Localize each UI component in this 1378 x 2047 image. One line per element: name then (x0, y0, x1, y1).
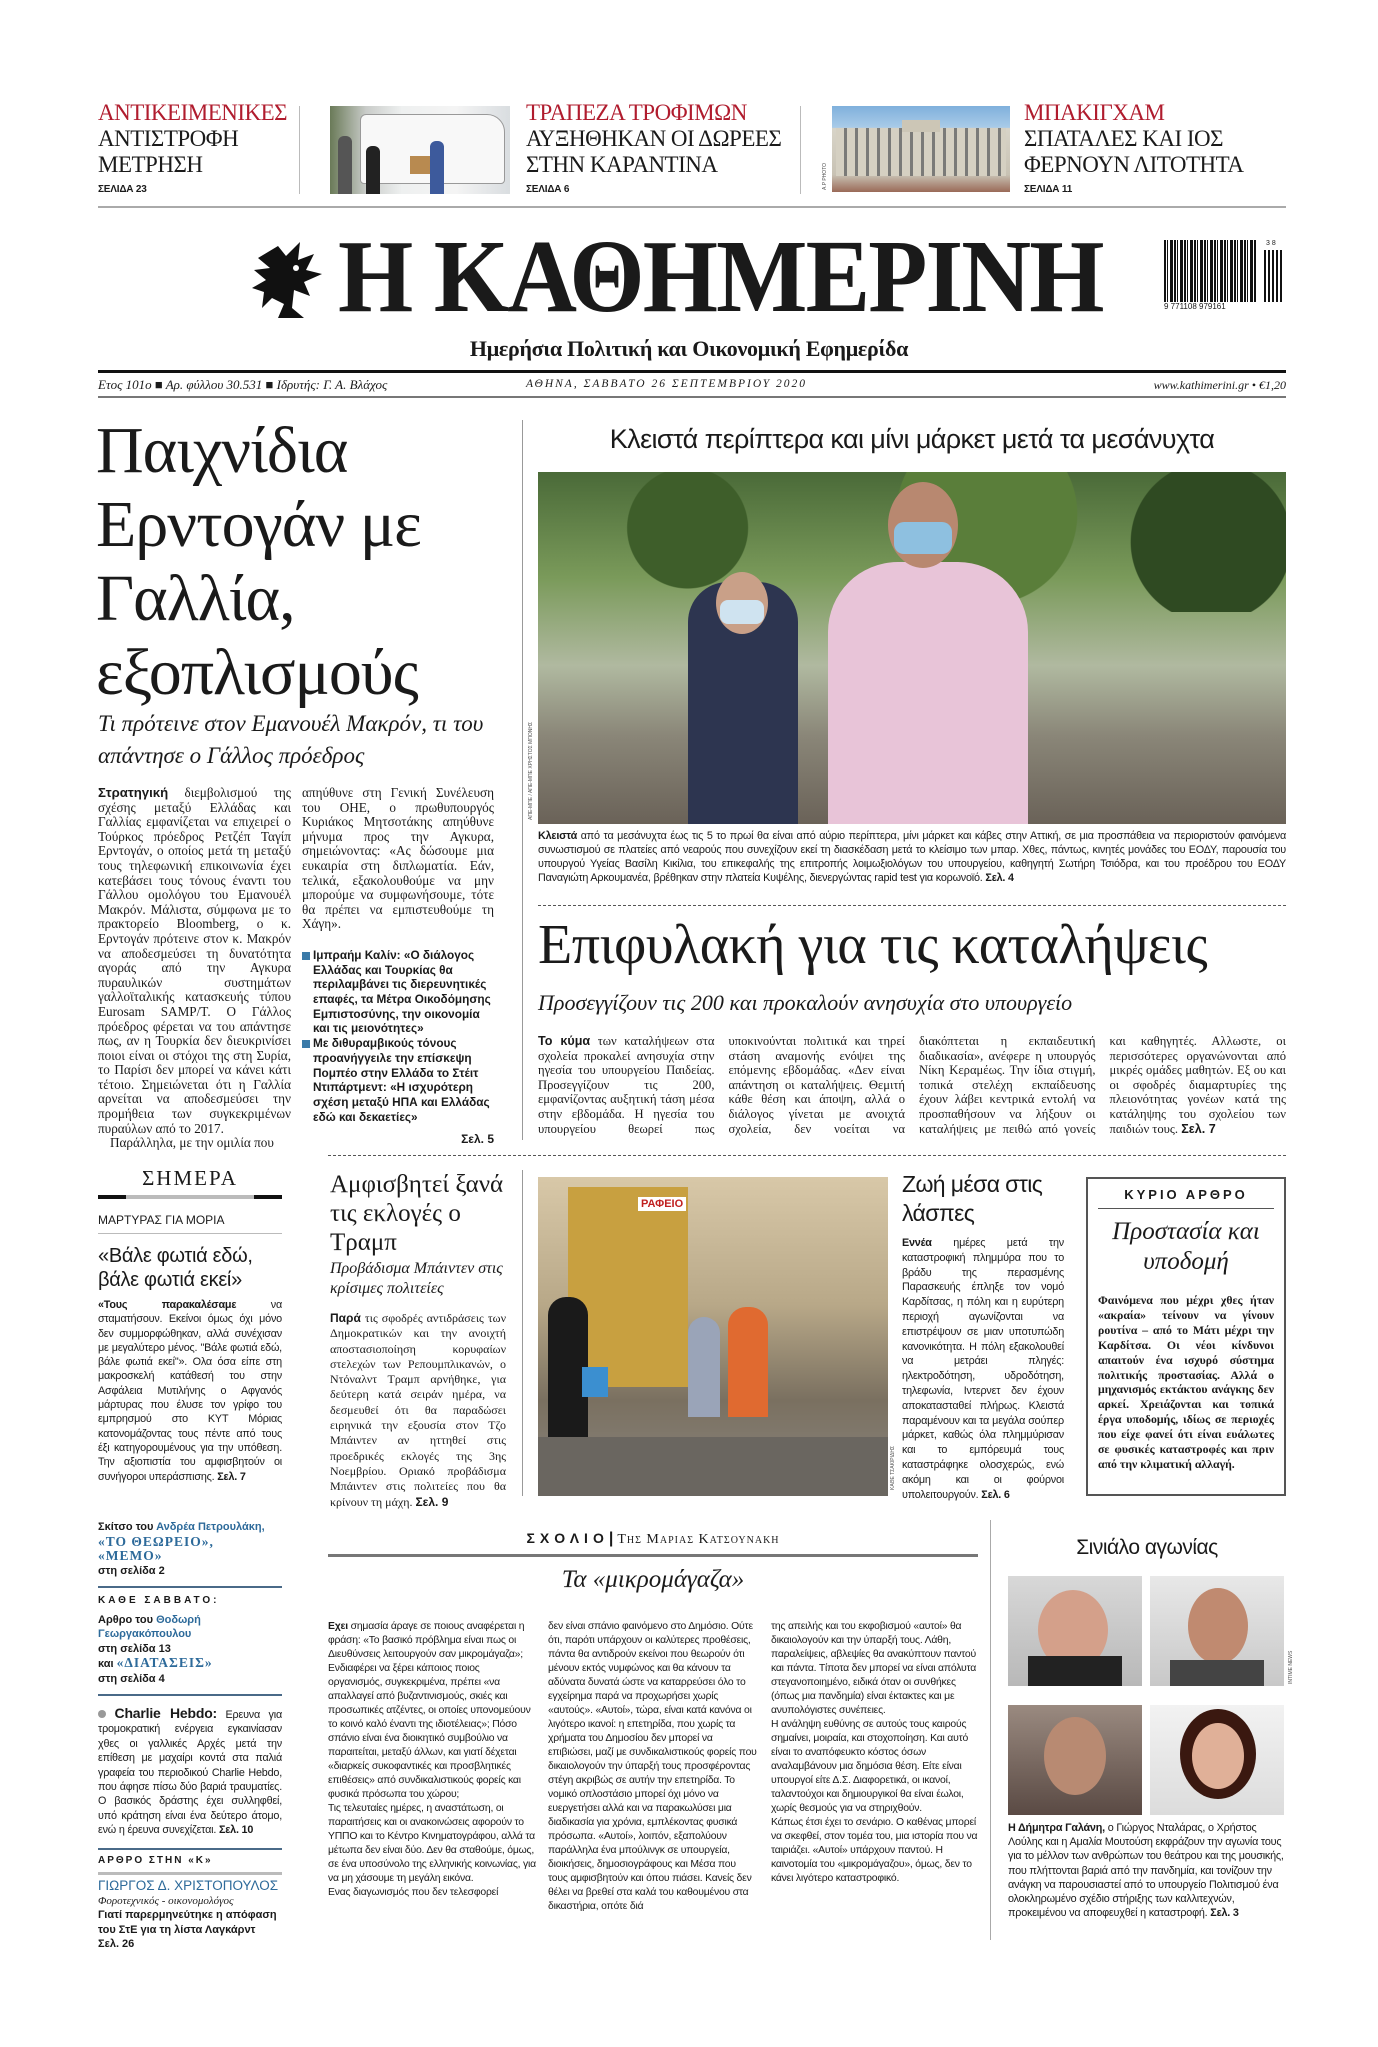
article-text: της απειλής και του εκφοβισμού «αυτοί» θα δικαιολογούν και την ύπαρξή τους. Λάθη, παραλείψεις, αβλεψίες θα ανακύπτουν παντού και πάντα. Τίποτα δεν μπορεί να είναι απόλυτα στεγανοποιημένο, ειδικά όταν οι συνθήκες (όπως μια πανδημία) είναι έκτακτες και με ανυπολόγιστες συνέπειες. (771, 1621, 977, 1716)
page-ref: Σελ. 4 (985, 872, 1014, 884)
photo-caption (538, 829, 1286, 885)
divider (98, 1848, 282, 1850)
box-shape (410, 156, 430, 174)
page-ref: Σελ. 10 (218, 1824, 254, 1837)
lead-text: απηύθυνε στη Γενική Συνέλευση του ΟΗΕ, ο πρωθυπουργός Κυριάκος Μητσοτάκης απηύθυνε μήνυμα προς την Αγκυρα, σημειώνοντας: «Ας δώσουμε μια ευκαιρία στη διπλωματία. Εάν, τελικά, εξακολουθούμε να μην μπορούμε να συμφωνήσουμε, τότε θα πρέπει να εμπιστευθούμε τη Χάγη». (302, 785, 494, 932)
trump-story (330, 1170, 506, 1510)
issue-info: Ετος 101ο ■ Αρ. φύλλου 30.531 ■ Ιδρυτής: Γ. Α. Βλάχος (98, 377, 388, 392)
teaser-photo-buckingham[interactable] (832, 106, 1010, 192)
flood-headline[interactable]: Ζωή μέσα στις λάσπες (902, 1171, 1043, 1226)
body-shape (1028, 1656, 1122, 1686)
promo-text: Σκίτσο του (98, 1521, 157, 1533)
promo-author: Ανδρέα Πετρουλάκη, (156, 1521, 265, 1533)
mask (720, 600, 764, 624)
editorial-label: ΚΥΡΙΟ ΑΡΘΡΟ (1098, 1187, 1274, 1209)
promo-titles[interactable]: «ΤΟ ΘΕΩΡΕΙΟ», «ΜΕΜΟ» (98, 1533, 214, 1563)
main-photo-officials[interactable] (538, 472, 1286, 824)
mask (894, 522, 952, 554)
hebdo-brief (98, 1706, 282, 1838)
lead-text: Παράλληλα, με την ομιλία που (110, 1135, 274, 1151)
lead-word: Στρατηγική (98, 785, 169, 800)
barcode-addon: 3 8 (1266, 240, 1276, 247)
occupations-headline[interactable]: Επιφυλακή για τις καταλήψεις (538, 914, 1208, 976)
bucket-shape (582, 1367, 608, 1397)
article-text: να σταματήσουν. Εκείνοι όμως όχι μόνο δεν συμμορφώθηκαν, αλλά συνέχισαν με μεγαλύτερο μένος. "Βάλε φωτιά εδώ, βάλε φωτιά εκεί"». Ολα όσα είπε στη μακροσκελή κατάθεσή του στην Ασφάλεια Μυτιλήνης ο Αφγανός μάρτυρας που έλυσε τον γρίφο του εμπρησμού στο ΚΥΤ Μόριας κατονομάζοντας τους πέντε από τους έξι κατηγορουμένους για την υπόθεση. Την αξιοπιστία του αμφισβητούν οι συνήγοροι υπεράσπισης. (98, 1299, 282, 1483)
trump-subhead: Προβάδισμα Μπάιντεν στις κρίσιμες πολιτείες (330, 1260, 503, 1297)
dashed-divider (328, 1155, 1286, 1156)
today-text (98, 1298, 282, 1484)
k-role: Φοροτεχνικός - οικονομολόγος (98, 1894, 234, 1907)
photo-credit: INTIME NEWS (1288, 1650, 1294, 1684)
divider (990, 1520, 991, 1940)
article-text: των καταλήψεων στα σχολεία προκαλεί ανησυχία στην ηγεσία του υπουργείου Παιδείας. Προσεγγίζουν τις 200, εμφανίζοντας αυξητική τάση μέσα στην εβδομάδα. Η ηγεσία του υπουργείου θεωρεί πως υποκινούνται πολιτικά και τηρεί στάση αναμονής ενόψει της επόμενης εβδομάδας. «Δεν είναι απάντηση οι καταλήψεις. Θεμιτή κάθε θέση και άποψη, αλλά ο διάλογος γίνεται με ανοιχτά σχολεία, δεν νοείται να διακόπτεται η εκπαιδευτική διαδικασία», ανέφερε η υπουργός Νίκη Κεραμέως. Την ίδια στιγμή, τοπικά στελέχη εκπαίδευσης έχουν λάβει κεντρικά εντολή να προσπαθήσουν να λήξουν οι καταλήψεις με πειθώ από γονείς και καθηγητές. Αλλωστε, οι περισσότερες οργανώνονται από μικρές ομάδες μαθητών. Εξ ου και οι σφοδρές διαμαρτυρίες της πλειονότητας γονέων κατά της κατάληψης του σχολείου των παιδιών τους. (538, 1034, 1286, 1136)
lead-word: Το κύμα (538, 1034, 591, 1048)
teaser-headline: ΜΕΤΡΗΣΗ (98, 152, 203, 177)
page-ref: Σελ. 9 (415, 1494, 449, 1509)
saturday-label: ΚΑΘΕ ΣΑΒΒΑΤΟ: (98, 1595, 220, 1606)
article-text: σημασία άραγε σε ποιους αναφέρεται η φράση: «Το βασικό πρόβλημα είναι πως οι Διευθύνσεις λειτουργούν σαν μικρομάγαζα»; Ενδιαφέρει να ξέρει κάποιος ποιος οργανισμός, συγκεκριμένα, πρέπει «να απαλλαγεί από βυζαντινισμούς, σκιές και προσωπικές ατζέντες, οι οποίες υπονομεύουν το κοινό καλό έναντι της ιδιοτέλειας»; Πόσο σπάνιο είναι ένα διοικητικό συμβούλιο να παραιτείται, μεταξύ άλλων, και γιατί δέχεται «διαρκείς συκοφαντικές και προσβλητικές επιθέσεις» από συνδικαλιστικούς φορείς και φυσικά πρόσωπα του χώρου; (328, 1621, 531, 1800)
lead-word: Εχει (328, 1621, 348, 1632)
teaser-3[interactable] (1024, 100, 1284, 195)
dateline: ΑΘΗΝΑ, ΣΑΒΒΑΤΟ 26 ΣΕΠΤΕΜΒΡΙΟΥ 2020 (526, 378, 807, 390)
divider (98, 1195, 282, 1199)
k-title[interactable]: Γιατί παρερμηνεύτηκε η απόφαση του ΣτΕ για τη λίστα Λαγκάρντ (98, 1909, 277, 1936)
comment-label: ΣΧΟΛΙΟ (526, 1530, 609, 1546)
barcode-number: 9 771108 979161 (1164, 302, 1226, 311)
article-text: ημέρες μετά την καταστροφική πλημμύρα που το βράδυ της περασμένης Παρασκευής έπληξε τον νομό Καρδίτσας, η πόλη και η ευρύτερη περιοχή αγωνίζονται να επιστρέψουν σε μιαν υποτυπώδη κανονικότητα. Η πόλη εξακολουθεί να μετράει πληγές: ηλεκτροδότηση, υδροδότηση, τηλεφωνία, Ιντερνετ δεν έχουν αποκατασταθεί πλήρως. Κλειστά παραμένουν και τα μεγάλα σούπερ μάρκετ, καθώς όλα πλημμύρισαν και το εμπόρευμά τους καταστράφηκε ολοσχερώς, ενώ ακόμη και οι φούρνοι υπολειτουργούν. (902, 1237, 1064, 1501)
flood-photo[interactable] (538, 1177, 888, 1496)
promo-page: στη σελίδα 13 (98, 1642, 171, 1655)
teaser-page: ΣΕΛΙΔΑ 6 (526, 184, 570, 195)
divider (98, 1694, 282, 1696)
debris (538, 1437, 888, 1496)
person-shape (338, 136, 352, 194)
person-right-shirt (828, 562, 1028, 824)
teaser-headline: ΦΕΡΝΟΥΝ ΛΙΤΟΤΗΤΑ (1024, 152, 1244, 177)
promo-page: στη σελίδα 2 (98, 1564, 165, 1577)
promo-text: και (98, 1658, 117, 1670)
lead-word: Εννέα (902, 1237, 932, 1249)
barcode (1164, 240, 1284, 312)
lead-text: διεμβολισμού της σχέσης μεταξύ Ελλάδας και Γαλλίας εμφανίζεται να επιχειρεί ο Τούρκος πρόεδρος Ρετζέπ Ταγίπ Ερντογάν, ο οποίος μετά τη μεταξύ τους τηλεφωνική επικοινωνία έχει κατεβάσει τους τόνους έναντι του Γάλλου ομολόγου του Εμανουέλ Μακρόν. Μάλιστα, σύμφωνα με το πρακτορείο Bloomberg, ο κ. Ερντογάν πρότεινε στον κ. Μακρόν να αποδεσμεύσει τη δυνατότητα αγοράς από την Αγκυρα πυραυλικών συστημάτων γαλλοϊταλικής κατασκευής τύπου Eurosam SAMP/T. Ο Γάλλος πρόεδρος φέρεται να του απάντησε πως, αν η Τουρκία δεν διευκρινίσει ποιοι είναι οι στόχοι της στη Συρία, το Παρίσι δεν μπορεί να κάνει κάτι τέτοιο. Σημειώνεται ότι η Γαλλία αρνείται να αποδεσμεύσει την προμήθεια των συγκεκριμένων πυραύλων από το 2017. (98, 785, 291, 1136)
portrait-moutousi[interactable] (1150, 1705, 1284, 1815)
lead-word: Η Δήμητρα Γαλάνη, (1008, 1822, 1105, 1834)
article-text: Τις τελευταίες ημέρες, η αναστάτωση, οι παραιτήσεις και οι ανακοινώσεις αφορούν το ΥΠΠΟ και το Κέντρο Κινηματογράφου, αλλά τα μέτωπα δεν είναι δύο. Δεν θα σταθούμε, όμως, σε ένα υποσύνολο της ελληνικής κοινωνίας, για να μη χάσουμε τη μεγάλη εικόνα. (328, 1803, 536, 1884)
bullet-dot-icon (98, 1710, 106, 1718)
teaser-page: ΣΕΛΙΔΑ 11 (1024, 184, 1073, 195)
photo-story-headline[interactable]: Κλειστά περίπτερα και μίνι μάρκετ μετά τα μεσάνυχτα (609, 424, 1215, 454)
portrait-loulis[interactable] (1008, 1705, 1142, 1815)
k-label: ΑΡΘΡΟ ΣΤΗΝ «Κ» (98, 1854, 213, 1866)
palace-pediment (902, 120, 940, 132)
body-shape (1170, 1660, 1264, 1686)
promo-titles[interactable]: «ΔΙΑΤΑΣΕΙΣ» (116, 1655, 213, 1670)
photo-credit: A.P PHOTO (822, 162, 828, 190)
caption-text: από τα μεσάνυχτα έως τις 5 το πρωί θα είναι από αύριο περίπτερα, μίνι μάρκετ και κάβες στην Αττική, σε μια προσπάθεια να περιοριστούν φαινόμενα συνωστισμού σε πλατείες από νεαρούς που συνεχίζουν εκεί τη διασκέδαση μετά το κλείσιμο των μπαρ. Χθες, πάντως, κινητές μονάδες του ΕΟΔΥ, παρουσία του υπουργού Υγείας Βασίλη Κικίλια, του επικεφαλής της επιτροπής λοιμωξιολόγων του υπουργείου, καθηγητή Σωτήρη Τσιόδρα, και του προέδρου του ΕΟΔΥ Παναγιώτη Αρκουμανέα, βρέθηκαν στην πλατεία Κυψέλης, διενεργώντας rapid test για κορωνοϊό. (538, 830, 1286, 884)
divider (98, 396, 1286, 398)
artists-headline[interactable]: Σινιάλο αγωνίας (1076, 1536, 1218, 1559)
web-price: www.kathimerini.gr • €1,20 (1153, 378, 1286, 392)
lead-col-1 (98, 786, 291, 1151)
divider (98, 1586, 282, 1588)
divider (98, 206, 1286, 208)
today-kicker: ΜΑΡΤΥΡΑΣ ΓΙΑ ΜΟΡΙΑ (98, 1213, 282, 1234)
logo-griffin-icon (248, 238, 330, 322)
shop-sign: ΡΑΦΕΙΟ (638, 1197, 686, 1211)
person-shape (728, 1307, 768, 1417)
teaser-headline: ΣΤΗΝ ΚΑΡΑΝΤΙΝΑ (526, 152, 718, 177)
dashed-divider (538, 905, 1286, 906)
brief-text: Ερευνα για τρομοκρατική ενέργεια εγκαινίασαν χθες οι γαλλικές Αρχές μετά την επίθεση με μαχαίρι κοντά στα παλιά γραφεία του περιοδικού Charlie Hebdo, που άφησε πίσω δύο βαριά τραυματίες. Ο βασικός δράστης έχει συλληφθεί, υπό κράτηση είναι ένα δεύτερο άτομο, ενώ η έρευνα συνεχίζεται. (98, 1709, 282, 1837)
brief-lead: Charlie Hebdo: (114, 1705, 218, 1721)
caption-lead: Κλειστά (538, 830, 578, 842)
lead-col-2 (302, 786, 494, 1146)
lead-word: «Τους παρακαλέσαμε (98, 1299, 237, 1311)
page-ref: Σελ. 3 (1210, 1907, 1239, 1920)
promo-page: στη σελίδα 4 (98, 1672, 165, 1685)
person-shape (366, 146, 380, 194)
separator: | (608, 1530, 614, 1547)
today-headline[interactable]: «Βάλε φωτιά εδώ, βάλε φωτιά εκεί» (98, 1245, 253, 1291)
page-ref: Σελ. 7 (217, 1470, 246, 1483)
promo-author: Θοδωρή Γεωργακόπουλου (98, 1613, 201, 1640)
comment-headline[interactable]: Τα «μικρομάγαζα» (561, 1566, 745, 1593)
divider (800, 106, 801, 194)
comment-byline: Της Μαριας Κατσουνακη (617, 1532, 780, 1547)
page-ref: Σελ. 5 (461, 1132, 494, 1147)
person-shape (430, 141, 444, 194)
newspaper-subtitle: Ημερήσια Πολιτική και Οικονομική Εφημερίδα (469, 336, 909, 361)
artists-text (1008, 1821, 1286, 1920)
teaser-headline: ΣΠΑΤΑΛΕΣ ΚΑΙ ΙΟΣ (1024, 126, 1224, 151)
page-ref: Σελ. 26 (98, 1938, 135, 1951)
lead-headline[interactable]: Παιχνίδια Ερντογάν με Γαλλία, εξοπλισμούς (96, 414, 421, 709)
comment-header (328, 1530, 978, 1557)
teaser-kicker: ΜΠΑΚΙΓΧΑΜ (1024, 100, 1165, 125)
teaser-kicker: ΑΝΤΙΚΕΙΜΕΝΙΚΕΣ (98, 100, 288, 125)
teaser-1[interactable] (98, 100, 288, 195)
divider (522, 1170, 523, 1496)
today-box (98, 1166, 282, 1484)
occupations-text (538, 1034, 1286, 1138)
photo-credit: ΚΑΘΕ ΤΣΑΚΙΡΙΔΗΣ (890, 1445, 896, 1490)
trump-text (330, 1311, 506, 1510)
editorial-headline[interactable]: Προστασία και υποδομή (1112, 1218, 1260, 1275)
article-text: Ενας διαγωνισμός που δεν τελεσφορεί (328, 1887, 499, 1898)
teaser-page: ΣΕΛΙΔΑ 23 (98, 184, 147, 195)
lead-bullet: Ιμπραήμ Καλίν: «Ο διάλογος Ελλάδας και Τουρκίας θα περιλαμβάνει τις διερευνητικές επαφές, τα Μέτρα Οικοδόμησης Εμπιστοσύνης, την οικονομία και τις μειονότητες» (302, 948, 494, 1036)
face-shape (1188, 1588, 1248, 1664)
comment-col-1 (328, 1620, 536, 1900)
today-title: ΣΗΜΕΡΑ (142, 1166, 238, 1190)
teaser-2[interactable] (526, 100, 786, 195)
face-shape (1192, 1723, 1244, 1789)
portrait-ntalaras[interactable] (1150, 1576, 1284, 1686)
lead-bullet: Με διθυραμβικούς τόνους προανήγγειλε την επίσκεψη Πομπέο στην Ελλάδα το Στέιτ Ντιπάρτμεντ: «Η ισχυρότερη σχέση μεταξύ ΗΠΑ και Ελλάδας εδώ και δεκαετίες» (302, 1036, 494, 1124)
comment-col-2 (548, 1620, 758, 1914)
divider (522, 420, 523, 1140)
editorial-text: Φαινόμενα που μέχρι χθες ήταν «ακραία» τείνουν να γίνουν ρουτίνα – από το Μάτι μέχρι την Καρδίτσα. Οι νέοι κίνδυνοι απαιτούν ένα ισχυρό σύστημα πολιτικής προστασίας. Αλλά ο μηχανισμός εκτάκτου ανάγκης δεν αρκεί. Χρειάζονται και τοπικά έργα υποδομής, ιδίως σε περιοχές που είχε φανεί ότι είναι ευάλωτες σε φυσικές καταστροφές και πριν από την κλιματική αλλαγή. (1098, 1293, 1274, 1471)
page-ref: Σελ. 6 (981, 1488, 1010, 1501)
divider (98, 370, 1286, 373)
lead-word: Παρά (330, 1311, 361, 1325)
page-ref: Σελ. 7 (1181, 1121, 1216, 1136)
teaser-kicker: ΤΡΑΠΕΖΑ ΤΡΟΦΙΜΩΝ (526, 100, 747, 125)
flood-text (902, 1236, 1064, 1502)
person-shape (688, 1317, 720, 1417)
occupations-subhead: Προσεγγίζουν τις 200 και προκαλούν ανησυχία στο υπουργείο (538, 990, 1073, 1015)
palace-shape (836, 128, 1006, 176)
photo-credit: ΑΠΕ-ΜΠΕ / ΑΠΕ-ΜΠΕ ΧΡΗΣΤΟΣ ΜΠΟΝΗΣ (528, 721, 534, 820)
article-text: Κάπως έτσι έχει το σενάριο. Ο καθένας μπορεί να σκεφθεί, στον τομέα του, μια ιστορία που να ταιριάζει. «Αυτοί» υπάρχουν παντού. Η καινοτομία του «μικρομάγαζου», όμως, δεν το κάνει λιγότερο καταστροφικό. (771, 1817, 978, 1884)
teaser-photo-food-bank[interactable] (330, 106, 510, 194)
divider (98, 1872, 282, 1875)
portrait-galani[interactable] (1008, 1576, 1142, 1686)
k-author: ΓΙΩΡΓΟΣ Δ. ΧΡΙΣΤΟΠΟΥΛΟΣ (98, 1878, 279, 1894)
sidebar-promos (98, 1520, 282, 1952)
editorial-box (1086, 1177, 1286, 1496)
lead-subhead: Τι πρότεινε στον Εμανουέλ Μακρόν, τι του απάντησε ο Γάλλος πρόεδρος (98, 711, 484, 768)
face-shape (1044, 1717, 1106, 1795)
teaser-headline: ΑΝΤΙΣΤΡΟΦΗ (98, 126, 239, 151)
comment-col-3 (771, 1620, 979, 1886)
flood-story (902, 1170, 1064, 1502)
newspaper-title: Η ΚΑΘΗΜΕΡΙΝΗ (338, 219, 1103, 334)
article-text: Η ανάληψη ευθύνης σε αυτούς τους καιρούς σημαίνει, μοιραία, και στοχοποίηση. Και αυτό είναι το αναπόφευκτο κόστος όσων αναλαμβάνουν μια δημόσια θέση. Είτε είναι υπουργοί είτε Δ.Σ. Διαφορετικά, οι ικανοί, ταλαντούχοι και δημιουργικοί θα είναι έωλοι, χωρίς θεσμούς για να στηριχθούν. (771, 1719, 969, 1814)
article-text: τις σφοδρές αντιδράσεις των Δημοκρατικών και την ανοιχτή αποστασιοποίηση κορυφαίων στελεχών των Ρεπουμπλικανών, ο Ντόναλντ Τραμπ αρνήθηκε, για δεύτερη κατά σειράν ημέρα, να δεσμευθεί ότι θα παραδώσει ειρηνικά την εξουσία στον Τζο Μπάιντεν αν ηττηθεί στις προεδρικές εκλογές της 3ης Νοεμβρίου. Οριακό προβάδισμα Μπάιντεν στις πολιτείες που θα κρίνουν τη μάχη. (330, 1311, 506, 1509)
divider (299, 106, 300, 194)
trump-headline[interactable]: Αμφισβητεί ξανά τις εκλογές ο Τραμπ (330, 1171, 504, 1256)
article-text: ο Γιώργος Νταλάρας, ο Χρήστος Λούλης και η Αμαλία Μουτούση εκφράζουν την αγωνία τους για το μέλλον των ανθρώπων του θεάτρου και της μουσικής, που πλήττονται βαριά από την πανδημία, και τονίζουν την ανάγκη να παρουσιαστεί από το υπουργείο Πολιτισμού ένα ολοκληρωμένο σχέδιο στήριξης των καλλιτεχνών, προκειμένου να αποφευχθεί η καταστροφή. (1008, 1822, 1284, 1920)
article-text: δεν είναι σπάνιο φαινόμενο στο Δημόσιο. Ούτε ότι, παρότι υπάρχουν οι καλύτερες προθέσεις, πάντα θα αντιδρούν εκείνοι που θεωρούν ότι μένουν εκτός νυμφώνος και θα κάνουν τα αδύνατα δυνατά ώστε να καταρρεύσει όλο το εγχείρημα παρά να προχωρήσει χωρίς «αυτούς». «Αυτοί», τώρα, είναι κατά κανόνα οι λιγότερο ικανοί: η επετηρίδα, που χωρίς τα χρήματα του Δημοσίου δεν μπορεί να επιβιώσει, μαζί με συνδικαλιστικούς φορείς που δικαιολογούν την ύπαρξή τους προσφέροντας στέγη ακριβώς σε αυτήν την επετηρίδα. Το νομικό οπλοστάσιο μπορεί όχι μόνο να ευεργετήσει αλλά και να παρακωλύσει μια διαδικασία για χρόνια, εμπλέκοντας φυσικά πρόσωπα. «Αυτοί», λοιπόν, εξαπολύουν παράλληλα ένα μπούλινγκ σε υπουργεία, διοικήσεις, δημοσιογράφους και Μέσα που τους αμφισβητούν και όπου πιάσει. Κανείς δεν θέλει να βρεθεί στα καλά του καθουμένου στα δικαστήρια, οπότε διά (548, 1621, 757, 1912)
teaser-headline: ΑΥΞΗΘΗΚΑΝ ΟΙ ΔΩΡΕΕΣ (526, 126, 782, 151)
promo-text: Αρθρο του (98, 1613, 157, 1626)
